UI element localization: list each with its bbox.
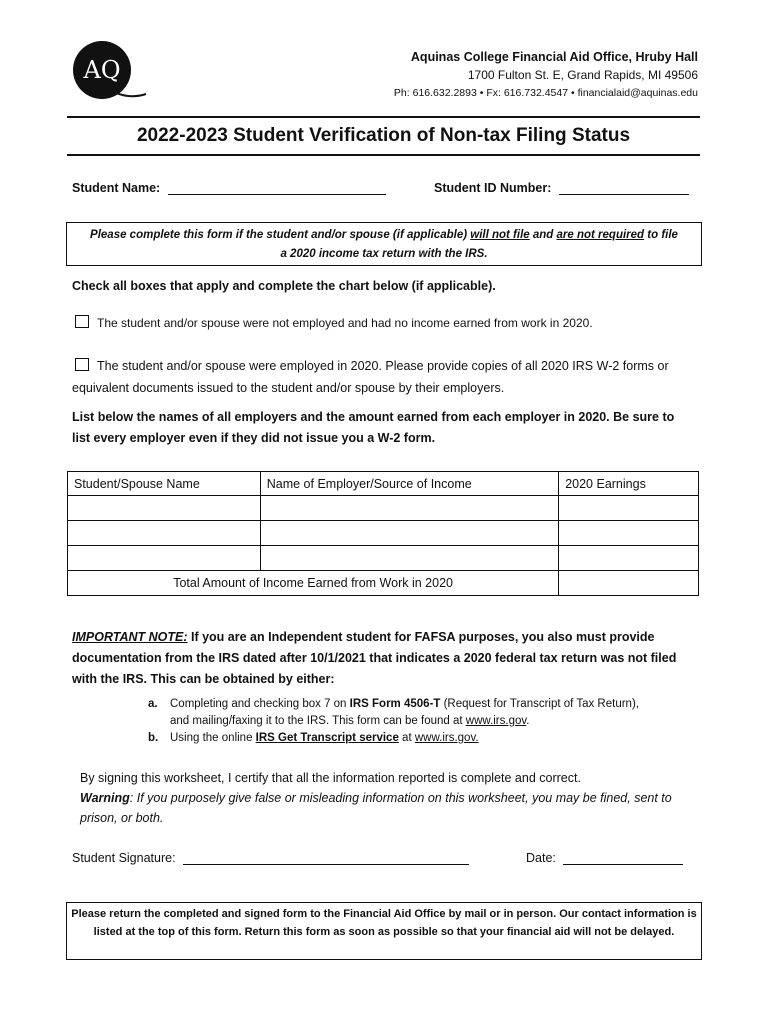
office-address: 1700 Fulton St. E, Grand Rapids, MI 49506 [467,68,698,82]
page-title: 2022-2023 Student Verification of Non-tax Filing Status [136,125,631,146]
irs-get-transcript-link[interactable]: IRS Get Transcript service [255,732,399,744]
employer-cell[interactable] [260,496,558,521]
important-note-text: If you are an Independent student for FAFSA purposes, you also must provide documentation from the IRS dated after 10/1/2021 that indicates a 2020 federal tax return was not filed with the IRS. This can be obtained by either: [72,630,677,686]
name-cell[interactable] [68,546,261,571]
table-row [68,521,699,546]
notice-text-2: and [529,229,557,241]
employer-list-instruction: List below the names of all employers and the amount earned from each employer in 2020. Be sure to list every employer even if they did not issue you a W-2 form. [72,410,675,445]
way-a-post: (Request for Transcript of Tax Return), [440,698,639,710]
way-b-mid: at [398,732,415,744]
logo-letters: AQ [83,56,121,84]
option-employed [72,355,702,399]
employer-cell[interactable] [260,546,558,571]
option-not-employed-text: The student and/or spouse were not employed and had no income earned from work in 2020. [97,316,593,330]
list-item [148,696,708,730]
notice-text-3: to file [644,229,678,241]
employed-checkbox[interactable] [75,358,89,371]
important-note-label: IMPORTANT NOTE: [72,630,188,644]
total-label: Total Amount of Income Earned from Work in 2020 [68,571,559,596]
signature-label: Student Signature: [72,851,176,865]
earnings-cell[interactable] [559,496,699,521]
table-header-row [68,472,699,496]
way-a-line2-post: . [526,715,530,727]
instructions-notice [66,222,702,266]
irs-form-4506t: IRS Form 4506-T [349,698,441,710]
date-field[interactable] [563,852,683,865]
irs-link-b[interactable]: www.irs.gov. [414,732,479,744]
table-row [68,546,699,571]
way-a-line2: and mailing/faxing it to the IRS. This form can be found at [170,715,466,727]
way-a-pre: Completing and checking box 7 on [170,698,350,710]
aquinas-logo [70,38,154,102]
name-cell[interactable] [68,521,261,546]
office-name: Aquinas College Financial Aid Office, Hruby Hall [410,50,698,64]
important-note [72,627,702,690]
office-contact: Ph: 616.632.2893 • Fx: 616.732.4547 • financialaid@aquinas.edu [393,87,698,99]
list-item [148,730,708,747]
header-2020-earnings: 2020 Earnings [559,472,699,496]
office-info [394,48,698,102]
warning-text-block [80,788,700,828]
header-employer-name: Name of Employer/Source of Income [260,472,558,496]
warning-text: : If you purposely give false or misleading information on this worksheet, you may be fined, sent to prison, or both. [80,791,672,825]
earnings-cell[interactable] [559,546,699,571]
student-info-row [72,181,692,195]
total-earnings-cell[interactable] [559,571,699,596]
notice-line-2: a 2020 income tax return with the IRS. [280,248,488,260]
notice-will-not-file: will not file [470,229,530,241]
certification [80,768,700,828]
student-id-label: Student ID Number: [434,181,552,195]
student-name-label: Student Name: [72,181,161,195]
earnings-table [67,471,699,596]
header-student-spouse-name: Student/Spouse Name [68,472,261,496]
option-employed-text: The student and/or spouse were employed in 2020. Please provide copies of all 2020 IRS W-2 forms or equivalent documents issued to the student and/or spouse by their employers. [72,359,669,395]
notice-text-1: Please complete this form if the student and/or spouse (if applicable) [90,229,471,241]
list-marker-b: b. [148,732,159,744]
earnings-cell[interactable] [559,521,699,546]
check-all-instruction: Check all boxes that apply and complete the chart below (if applicable). [72,279,496,293]
title-bar [67,116,700,156]
way-b-pre: Using the online [170,732,256,744]
irs-link-a[interactable]: www.irs.gov [465,715,527,727]
employer-cell[interactable] [260,521,558,546]
option-not-employed [75,315,593,330]
notice-not-required: are not required [556,229,645,241]
list-marker-a: a. [148,698,158,710]
student-name-field[interactable] [168,182,386,195]
student-id-field[interactable] [559,182,689,195]
signature-row [72,851,692,865]
table-row [68,496,699,521]
return-instructions: Please return the completed and signed form to the Financial Aid Office by mail or in person. Our contact information is listed at the top of this form. Return this form as soon as possible so that your financial aid will not be delayed. [66,902,702,960]
warning-label: Warning [80,791,130,805]
not-employed-checkbox[interactable] [75,315,89,328]
date-label: Date: [526,851,556,865]
signature-field[interactable] [183,852,469,865]
name-cell[interactable] [68,496,261,521]
certify-statement: By signing this worksheet, I certify that all the information reported is complete and correct. [80,771,581,785]
transcript-options [148,696,708,747]
table-total-row [68,571,699,596]
